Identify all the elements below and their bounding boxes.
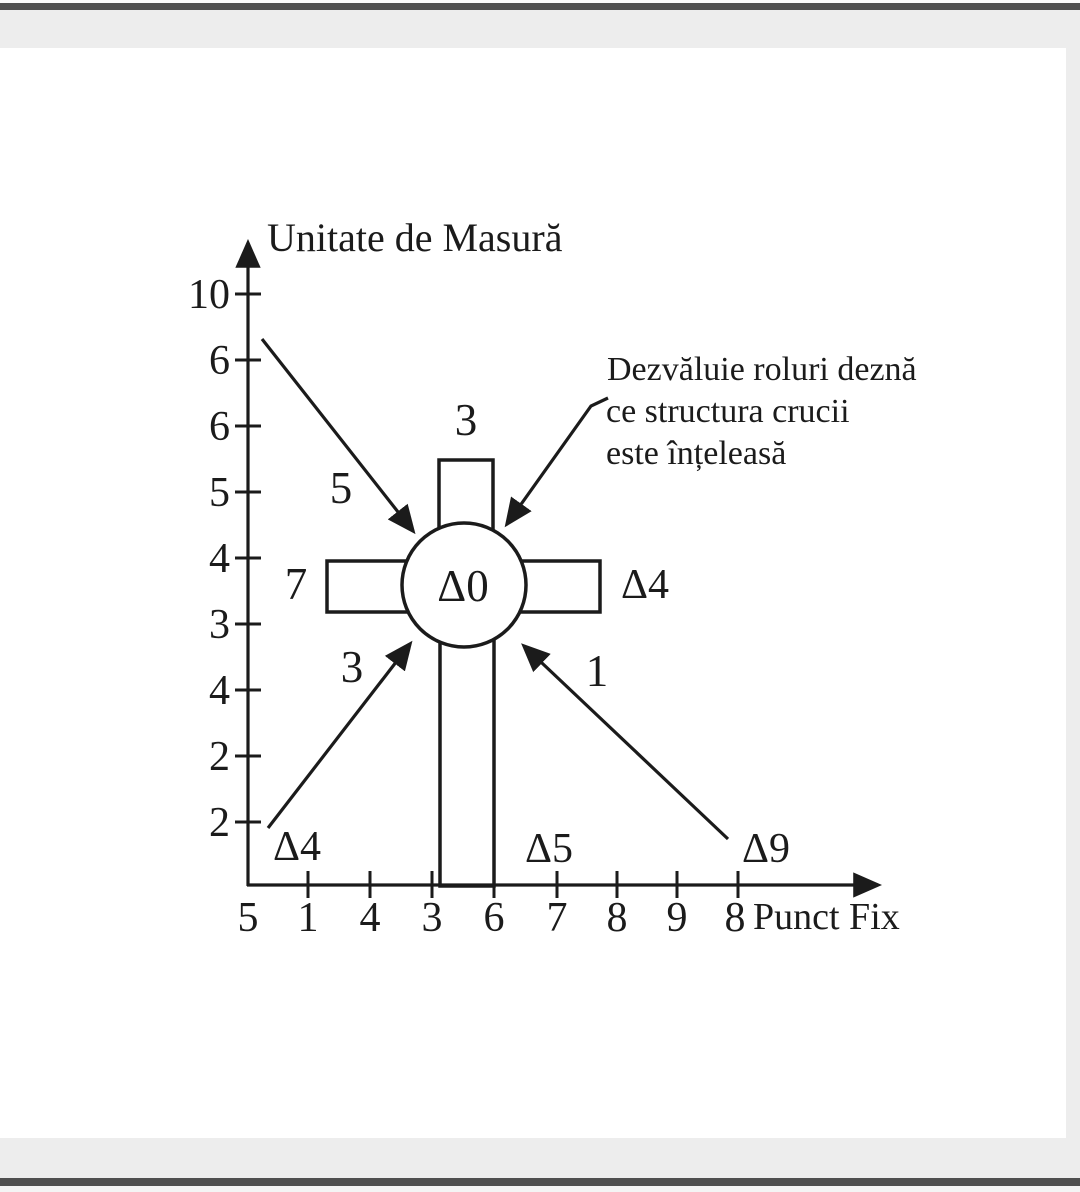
delta-label-bottom-right: Δ9 xyxy=(741,826,791,872)
y-tick-label: 10 xyxy=(188,272,230,318)
cross-top-label: 3 xyxy=(454,395,478,445)
y-tick-label: 6 xyxy=(209,404,230,450)
y-tick-label: 5 xyxy=(209,470,230,516)
cross-shape xyxy=(327,460,600,886)
y-tick-label: 4 xyxy=(209,668,230,714)
x-axis-title: Punct Fix xyxy=(753,896,900,938)
x-tick-label: 1 xyxy=(297,895,319,941)
annotation-text xyxy=(606,351,917,472)
x-tick-label: 6 xyxy=(483,895,505,941)
y-axis-tick-labels xyxy=(188,272,230,846)
annotation-line-2: ce structura crucii xyxy=(606,393,850,430)
x-tick-label: 8 xyxy=(724,895,746,941)
y-tick-label: 2 xyxy=(209,734,230,780)
x-tick-label: 5 xyxy=(237,895,259,941)
x-tick-label: 3 xyxy=(421,895,443,941)
x-tick-label: 8 xyxy=(606,895,628,941)
cross-bottom-arm xyxy=(440,615,494,886)
x-tick-label: 9 xyxy=(666,895,688,941)
arrow-label-lower-left: 3 xyxy=(340,642,364,692)
cross-center-label: Δ0 xyxy=(437,561,489,611)
arrow-lower-left xyxy=(268,644,410,828)
arrow-from-annotation xyxy=(507,398,608,524)
x-tick-label: 7 xyxy=(546,895,568,941)
delta-label-bottom-mid: Δ5 xyxy=(524,826,574,872)
cross-right-label: Δ4 xyxy=(620,562,670,608)
y-axis-title: Unitate de Masură xyxy=(267,215,563,260)
cross-left-label: 7 xyxy=(284,559,308,609)
annotation-line-1: Dezvăluie roluri deznă xyxy=(607,351,917,388)
x-axis-tick-labels xyxy=(238,895,746,941)
y-tick-label: 4 xyxy=(209,536,230,582)
y-tick-label: 6 xyxy=(209,338,230,384)
x-tick-label: 4 xyxy=(359,895,381,941)
arrow-lower-right xyxy=(524,646,728,839)
delta-label-bottom-left: Δ4 xyxy=(272,824,322,870)
y-tick-label: 3 xyxy=(209,602,230,648)
arrow-label-upper-left: 5 xyxy=(329,463,353,513)
arrow-label-lower-right: 1 xyxy=(585,646,609,696)
annotation-line-3: este înțeleasă xyxy=(606,435,787,472)
y-tick-label: 2 xyxy=(209,800,230,846)
